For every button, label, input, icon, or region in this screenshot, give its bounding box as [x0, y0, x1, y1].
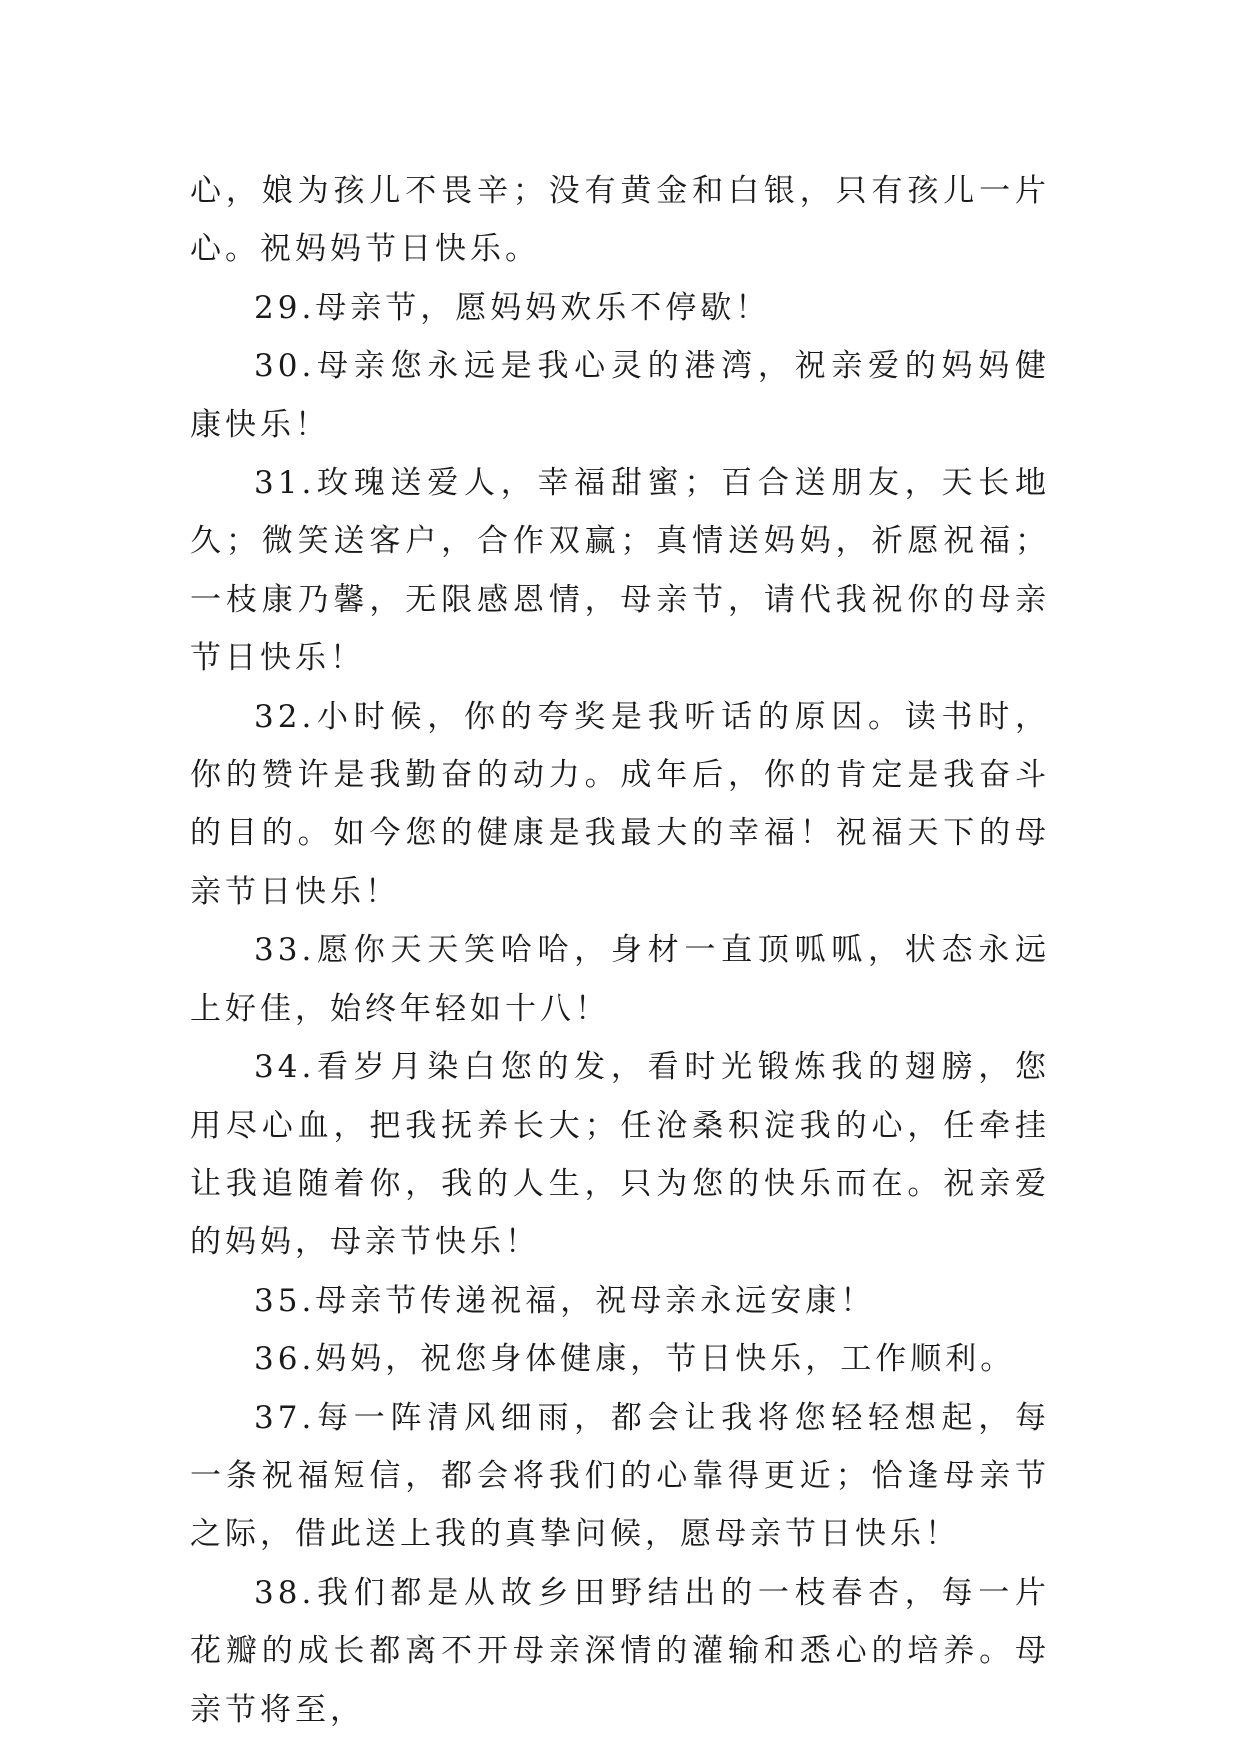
- paragraph-29: 29.母亲节，愿妈妈欢乐不停歇！: [254, 289, 771, 326]
- paragraph-30: 30.母亲您永远是我心灵的港湾，祝亲爱的妈妈健康快乐！: [190, 348, 1050, 443]
- paragraph-32: 32.小时候，你的夸奖是我听话的原因。读书时，你的赞许是我勤奋的动力。成年后，你的肯定是我奋斗的目的。如今您的健康是我最大的幸福！祝福天下的母亲节日快乐！: [190, 698, 1050, 910]
- paragraph-continuation: 心，娘为孩儿不畏辛；没有黄金和白银，只有孩儿一片心。祝妈妈节日快乐。: [190, 173, 1050, 268]
- paragraph-31: 31.玫瑰送爱人，幸福甜蜜；百合送朋友，天长地久；微笑送客户，合作双赢；真情送妈妈，祈愿祝福；一枝康乃馨，无限感恩情，母亲节，请代我祝你的母亲节日快乐！: [190, 465, 1050, 677]
- paragraph-37: 37.每一阵清风细雨，都会让我将您轻轻想起，每一条祝福短信，都会将我们的心靠得更近；恰逢母亲节之际，借此送上我的真挚问候，愿母亲节日快乐！: [190, 1399, 1050, 1553]
- paragraph-38: 38.我们都是从故乡田野结出的一枝春杏，每一片花瓣的成长都离不开母亲深情的灌输和悉心的培养。母亲节将至，: [190, 1574, 1050, 1728]
- paragraph-34: 34.看岁月染白您的发，看时光锻炼我的翅膀，您用尽心血，把我抚养长大；任沧桑积淀我的心，任牵挂让我追随着你，我的人生，只为您的快乐而在。祝亲爱的妈妈，母亲节快乐！: [190, 1049, 1050, 1261]
- paragraph-33: 33.愿你天天笑哈哈，身材一直顶呱呱，状态永远上好佳，始终年轻如十八！: [190, 932, 1050, 1027]
- paragraph-35: 35.母亲节传递祝福，祝母亲永远安康！: [254, 1282, 876, 1319]
- paragraph-36: 36.妈妈，祝您身体健康，节日快乐，工作顺利。: [254, 1341, 1016, 1378]
- document-body: [190, 162, 1050, 1739]
